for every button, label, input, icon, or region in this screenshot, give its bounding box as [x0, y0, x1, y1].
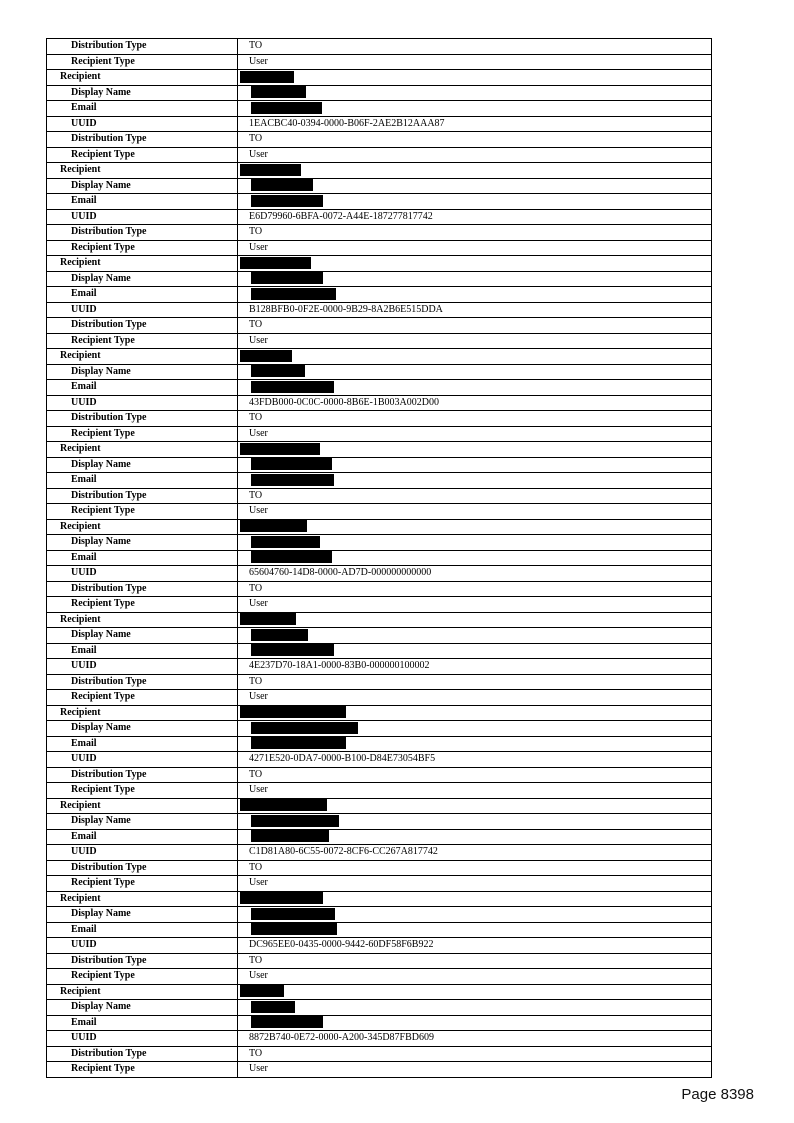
redaction-block — [251, 1001, 295, 1013]
recipient-label: Recipient — [47, 349, 238, 365]
display-name-value — [238, 457, 712, 473]
table-row — [47, 178, 712, 194]
uuid-value: 4271E520-0DA7-0000-B100-D84E73054BF5 — [238, 752, 712, 768]
table-row — [47, 953, 712, 969]
recipient-type-label: Recipient Type — [47, 690, 238, 706]
uuid-label: UUID — [47, 566, 238, 582]
email-label: Email — [47, 922, 238, 938]
table-row — [47, 566, 712, 582]
redaction-block — [251, 737, 346, 749]
distribution-type-value: TO — [238, 318, 712, 334]
email-label: Email — [47, 550, 238, 566]
email-label: Email — [47, 287, 238, 303]
redaction-block — [251, 551, 332, 563]
recipient-value — [238, 163, 712, 179]
table-row — [47, 85, 712, 101]
recipient-type-label: Recipient Type — [47, 54, 238, 70]
table-row — [47, 101, 712, 117]
email-label: Email — [47, 643, 238, 659]
email-value — [238, 922, 712, 938]
table-row — [47, 938, 712, 954]
recipient-type-value: User — [238, 240, 712, 256]
distribution-type-label: Distribution Type — [47, 225, 238, 241]
table-row — [47, 225, 712, 241]
table-row — [47, 752, 712, 768]
redaction-block — [251, 629, 308, 641]
table-row — [47, 767, 712, 783]
recipient-label: Recipient — [47, 163, 238, 179]
email-value — [238, 101, 712, 117]
email-label: Email — [47, 736, 238, 752]
distribution-type-value: TO — [238, 488, 712, 504]
display-name-label: Display Name — [47, 364, 238, 380]
distribution-type-label: Distribution Type — [47, 488, 238, 504]
distribution-type-value: TO — [238, 39, 712, 55]
recipient-value — [238, 519, 712, 535]
display-name-label: Display Name — [47, 535, 238, 551]
table-row — [47, 426, 712, 442]
uuid-label: UUID — [47, 302, 238, 318]
redaction-block — [251, 86, 306, 98]
email-value — [238, 550, 712, 566]
table-row — [47, 116, 712, 132]
redaction-block — [251, 830, 329, 842]
table-row — [47, 829, 712, 845]
table-row — [47, 845, 712, 861]
table-row — [47, 907, 712, 923]
table-row — [47, 349, 712, 365]
distribution-type-label: Distribution Type — [47, 132, 238, 148]
distribution-type-label: Distribution Type — [47, 411, 238, 427]
redaction-block — [251, 195, 323, 207]
table-row — [47, 1062, 712, 1078]
table-row — [47, 690, 712, 706]
display-name-value — [238, 814, 712, 830]
distribution-type-value: TO — [238, 581, 712, 597]
table-row — [47, 132, 712, 148]
recipient-value — [238, 891, 712, 907]
redaction-block — [240, 706, 346, 718]
display-name-label: Display Name — [47, 814, 238, 830]
redaction-block — [240, 799, 327, 811]
recipient-type-value: User — [238, 969, 712, 985]
distribution-type-value: TO — [238, 674, 712, 690]
table-row — [47, 612, 712, 628]
table-row — [47, 54, 712, 70]
table-row — [47, 457, 712, 473]
uuid-label: UUID — [47, 752, 238, 768]
table-row — [47, 1031, 712, 1047]
uuid-value: B128BFB0-0F2E-0000-9B29-8A2B6E515DDA — [238, 302, 712, 318]
redaction-block — [251, 722, 358, 734]
redaction-block — [251, 288, 336, 300]
table-row — [47, 798, 712, 814]
recipient-type-label: Recipient Type — [47, 333, 238, 349]
redaction-block — [240, 520, 307, 532]
recipient-type-value: User — [238, 504, 712, 520]
table-row — [47, 891, 712, 907]
table-row — [47, 721, 712, 737]
table-row — [47, 271, 712, 287]
distribution-type-label: Distribution Type — [47, 39, 238, 55]
display-name-value — [238, 907, 712, 923]
page-number: Page 8398 — [681, 1086, 754, 1103]
distribution-type-label: Distribution Type — [47, 318, 238, 334]
recipient-label: Recipient — [47, 70, 238, 86]
display-name-value — [238, 1000, 712, 1016]
recipient-value — [238, 984, 712, 1000]
distribution-type-label: Distribution Type — [47, 674, 238, 690]
recipient-type-value: User — [238, 876, 712, 892]
table-row — [47, 39, 712, 55]
redaction-block — [240, 71, 294, 83]
uuid-value: 8872B740-0E72-0000-A200-345D87FBD609 — [238, 1031, 712, 1047]
display-name-value — [238, 271, 712, 287]
distribution-type-value: TO — [238, 1046, 712, 1062]
recipient-type-value: User — [238, 54, 712, 70]
uuid-value: 65604760-14D8-0000-AD7D-000000000000 — [238, 566, 712, 582]
uuid-value: 1EACBC40-0394-0000-B06F-2AE2B12AAA87 — [238, 116, 712, 132]
redaction-block — [251, 179, 313, 191]
recipient-label: Recipient — [47, 256, 238, 272]
distribution-type-label: Distribution Type — [47, 767, 238, 783]
table-row — [47, 1046, 712, 1062]
distribution-type-label: Distribution Type — [47, 860, 238, 876]
recipient-type-value: User — [238, 783, 712, 799]
email-label: Email — [47, 1015, 238, 1031]
table-row — [47, 860, 712, 876]
redaction-block — [251, 908, 335, 920]
display-name-label: Display Name — [47, 178, 238, 194]
recipient-label: Recipient — [47, 612, 238, 628]
table-row — [47, 736, 712, 752]
distribution-type-value: TO — [238, 411, 712, 427]
table-row — [47, 194, 712, 210]
recipient-type-value: User — [238, 333, 712, 349]
table-row — [47, 380, 712, 396]
table-row — [47, 504, 712, 520]
table-row — [47, 550, 712, 566]
redaction-block — [251, 474, 334, 486]
email-value — [238, 1015, 712, 1031]
table-row — [47, 628, 712, 644]
uuid-label: UUID — [47, 1031, 238, 1047]
table-row — [47, 597, 712, 613]
recipient-label: Recipient — [47, 519, 238, 535]
table-row — [47, 256, 712, 272]
table-row — [47, 519, 712, 535]
display-name-label: Display Name — [47, 1000, 238, 1016]
distribution-type-label: Distribution Type — [47, 1046, 238, 1062]
display-name-label: Display Name — [47, 85, 238, 101]
display-name-value — [238, 178, 712, 194]
recipient-type-label: Recipient Type — [47, 783, 238, 799]
recipient-type-label: Recipient Type — [47, 240, 238, 256]
uuid-label: UUID — [47, 845, 238, 861]
display-name-label: Display Name — [47, 907, 238, 923]
email-value — [238, 643, 712, 659]
display-name-value — [238, 535, 712, 551]
email-value — [238, 287, 712, 303]
recipient-type-value: User — [238, 597, 712, 613]
uuid-label: UUID — [47, 659, 238, 675]
recipient-value — [238, 612, 712, 628]
redaction-block — [240, 257, 311, 269]
table-row — [47, 674, 712, 690]
recipient-type-label: Recipient Type — [47, 597, 238, 613]
recipient-type-value: User — [238, 147, 712, 163]
redaction-block — [240, 892, 323, 904]
email-label: Email — [47, 194, 238, 210]
redaction-block — [251, 381, 334, 393]
display-name-label: Display Name — [47, 721, 238, 737]
table-row — [47, 876, 712, 892]
recipient-value — [238, 705, 712, 721]
redaction-block — [251, 1016, 323, 1028]
distribution-type-label: Distribution Type — [47, 953, 238, 969]
redaction-block — [240, 443, 320, 455]
redaction-block — [251, 644, 334, 656]
distribution-type-value: TO — [238, 953, 712, 969]
table-row — [47, 364, 712, 380]
redaction-block — [251, 815, 339, 827]
email-value — [238, 736, 712, 752]
uuid-label: UUID — [47, 395, 238, 411]
recipient-value — [238, 349, 712, 365]
table-row — [47, 1015, 712, 1031]
distribution-type-value: TO — [238, 132, 712, 148]
redaction-block — [240, 613, 296, 625]
uuid-value: C1D81A80-6C55-0072-8CF6-CC267A817742 — [238, 845, 712, 861]
recipient-type-label: Recipient Type — [47, 147, 238, 163]
uuid-value: DC965EE0-0435-0000-9442-60DF58F6B922 — [238, 938, 712, 954]
distribution-type-label: Distribution Type — [47, 581, 238, 597]
display-name-label: Display Name — [47, 457, 238, 473]
table-row — [47, 969, 712, 985]
uuid-label: UUID — [47, 938, 238, 954]
table-row — [47, 705, 712, 721]
table-row — [47, 287, 712, 303]
uuid-label: UUID — [47, 209, 238, 225]
table-row — [47, 163, 712, 179]
table-row — [47, 442, 712, 458]
table-row — [47, 783, 712, 799]
table-row — [47, 333, 712, 349]
recipient-label: Recipient — [47, 891, 238, 907]
redaction-block — [251, 102, 322, 114]
table-row — [47, 535, 712, 551]
display-name-value — [238, 628, 712, 644]
table-row — [47, 643, 712, 659]
uuid-label: UUID — [47, 116, 238, 132]
redaction-block — [251, 365, 305, 377]
recipient-type-value: User — [238, 1062, 712, 1078]
recipient-label: Recipient — [47, 984, 238, 1000]
recipient-table-body — [47, 39, 712, 1078]
table-row — [47, 70, 712, 86]
distribution-type-value: TO — [238, 767, 712, 783]
redaction-block — [240, 350, 292, 362]
display-name-label: Display Name — [47, 628, 238, 644]
recipient-type-label: Recipient Type — [47, 504, 238, 520]
table-row — [47, 488, 712, 504]
table-row — [47, 984, 712, 1000]
recipient-value — [238, 70, 712, 86]
uuid-value: 4E237D70-18A1-0000-83B0-000000100002 — [238, 659, 712, 675]
recipient-label: Recipient — [47, 442, 238, 458]
redaction-block — [251, 458, 332, 470]
email-label: Email — [47, 101, 238, 117]
email-label: Email — [47, 473, 238, 489]
email-value — [238, 473, 712, 489]
email-value — [238, 194, 712, 210]
email-label: Email — [47, 829, 238, 845]
table-row — [47, 240, 712, 256]
table-row — [47, 302, 712, 318]
table-row — [47, 473, 712, 489]
recipient-type-value: User — [238, 690, 712, 706]
recipient-type-value: User — [238, 426, 712, 442]
table-row — [47, 411, 712, 427]
table-row — [47, 922, 712, 938]
display-name-value — [238, 85, 712, 101]
email-value — [238, 829, 712, 845]
recipient-type-label: Recipient Type — [47, 426, 238, 442]
recipient-label: Recipient — [47, 798, 238, 814]
recipient-type-label: Recipient Type — [47, 876, 238, 892]
recipient-type-label: Recipient Type — [47, 969, 238, 985]
recipient-table — [46, 38, 712, 1078]
uuid-value: E6D79960-6BFA-0072-A44E-187277817742 — [238, 209, 712, 225]
recipient-label: Recipient — [47, 705, 238, 721]
table-row — [47, 147, 712, 163]
display-name-label: Display Name — [47, 271, 238, 287]
display-name-value — [238, 364, 712, 380]
table-row — [47, 209, 712, 225]
table-row — [47, 581, 712, 597]
distribution-type-value: TO — [238, 225, 712, 241]
recipient-type-label: Recipient Type — [47, 1062, 238, 1078]
redaction-block — [251, 923, 337, 935]
redaction-block — [240, 985, 284, 997]
uuid-value: 43FDB000-0C0C-0000-8B6E-1B003A002D00 — [238, 395, 712, 411]
redaction-block — [251, 536, 320, 548]
redaction-block — [251, 272, 323, 284]
email-label: Email — [47, 380, 238, 396]
table-row — [47, 814, 712, 830]
table-row — [47, 659, 712, 675]
distribution-type-value: TO — [238, 860, 712, 876]
table-row — [47, 395, 712, 411]
table-row — [47, 318, 712, 334]
display-name-value — [238, 721, 712, 737]
email-value — [238, 380, 712, 396]
recipient-value — [238, 442, 712, 458]
redaction-block — [240, 164, 301, 176]
recipient-value — [238, 256, 712, 272]
table-row — [47, 1000, 712, 1016]
recipient-value — [238, 798, 712, 814]
